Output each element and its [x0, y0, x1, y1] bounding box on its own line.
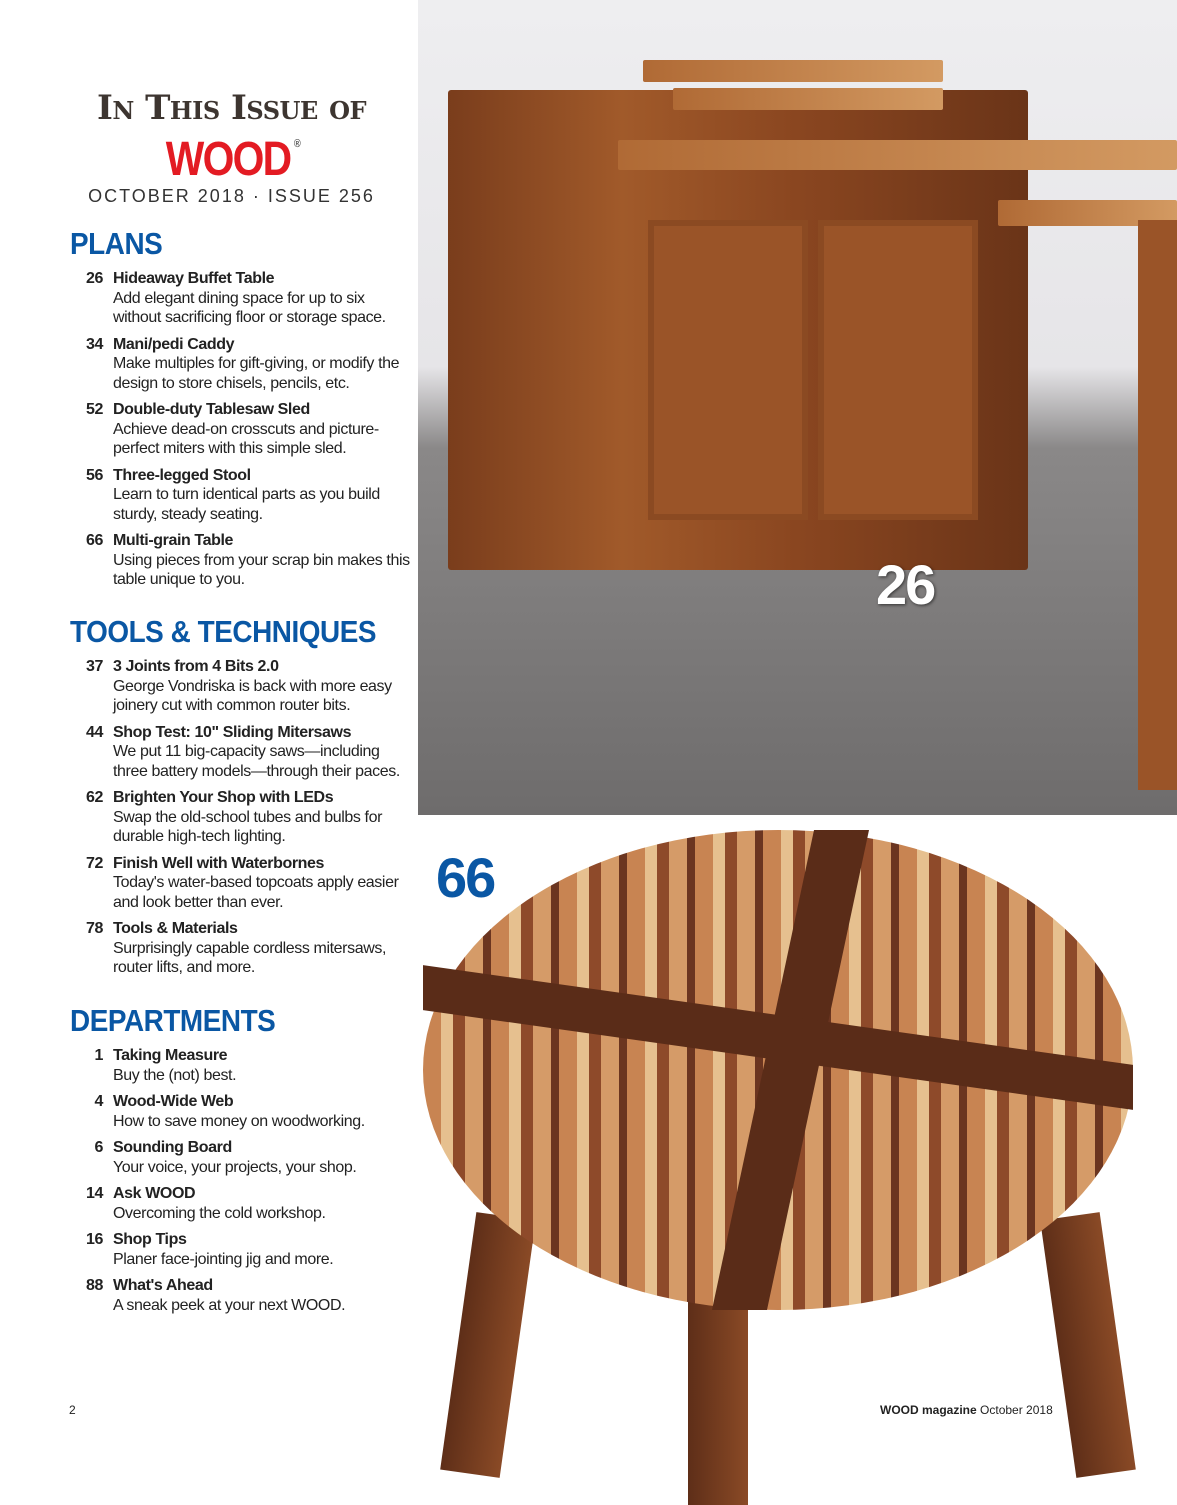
entry-page: 34	[86, 335, 103, 353]
section-heading: TOOLS & TECHNIQUES	[70, 614, 377, 649]
toc-entry	[70, 531, 410, 590]
entry-description: Learn to turn identical parts as you build sturdy, steady seating.	[113, 486, 380, 523]
table-of-contents	[0, 0, 418, 1475]
entry-title: Mani/pedi Caddy	[113, 335, 235, 353]
page-badge-26: 26	[876, 553, 935, 616]
entry-description: A sneak peek at your next WOOD.	[113, 1296, 346, 1314]
toc-entry	[70, 919, 410, 978]
kicker-title: In This Issue of	[96, 88, 367, 128]
entry-description: Buy the (not) best.	[113, 1066, 237, 1084]
table-leaf	[643, 60, 943, 82]
table-leg	[1040, 1212, 1136, 1478]
entry-title: Finish Well with Waterbornes	[113, 854, 325, 872]
entry-description: How to save money on woodworking.	[113, 1112, 365, 1130]
entry-page: 62	[86, 789, 103, 806]
toc-entry	[70, 657, 410, 716]
entry-page: 52	[86, 401, 103, 418]
entry-description: Achieve dead-on crosscuts and picture-perfect miters with this simple sled.	[113, 420, 379, 457]
entry-description: Overcoming the cold workshop.	[113, 1204, 326, 1222]
entry-title: Three-legged Stool	[113, 466, 251, 484]
entry-page: 56	[86, 466, 103, 484]
toc-entry	[70, 723, 410, 782]
entry-page: 1	[94, 1047, 103, 1064]
entry-page: 6	[94, 1139, 103, 1156]
table-leg	[1138, 220, 1177, 790]
cabinet-door	[648, 220, 808, 520]
entry-description: Your voice, your projects, your shop.	[113, 1158, 357, 1176]
toc-entry	[70, 788, 410, 847]
entry-page: 26	[86, 270, 103, 287]
entry-title: 3 Joints from 4 Bits 2.0	[113, 658, 279, 675]
toc-entry	[70, 1230, 410, 1269]
entry-page: 37	[86, 658, 103, 675]
page-badge-66: 66	[436, 846, 495, 909]
toc-entry	[70, 269, 410, 328]
entry-page: 66	[86, 532, 103, 549]
entry-description: Surprisingly capable cordless mitersaws, router lifts, and more.	[113, 939, 387, 976]
buffet-table-photo	[418, 0, 1177, 815]
entry-title: Brighten Your Shop with LEDs	[113, 789, 334, 806]
entry-page: 88	[86, 1277, 103, 1294]
section-heading: DEPARTMENTS	[70, 1003, 276, 1038]
entry-description: Today's water-based topcoats apply easier and look better than ever.	[113, 874, 399, 911]
entry-title: Shop Test: 10" Sliding Mitersaws	[113, 723, 352, 741]
entry-title: Shop Tips	[113, 1231, 187, 1248]
plans-section	[70, 226, 410, 590]
entry-title: Taking Measure	[113, 1047, 228, 1064]
table-leaf	[673, 88, 943, 110]
entry-page: 16	[86, 1231, 103, 1248]
entry-title: Double-duty Tablesaw Sled	[113, 401, 310, 418]
entry-title: What's Ahead	[113, 1277, 213, 1294]
entry-title: Tools & Materials	[113, 920, 238, 937]
entry-description: George Vondriska is back with more easy joinery cut with common router bits.	[113, 677, 392, 714]
cabinet-door	[818, 220, 978, 520]
toc-entry	[70, 466, 410, 525]
entry-description: We put 11 big-capacity saws—including three battery models—through their paces.	[113, 743, 400, 780]
toc-entry	[70, 1184, 410, 1223]
entry-title: Ask WOOD	[113, 1185, 196, 1202]
table-leg	[440, 1212, 536, 1478]
tools-section	[70, 614, 410, 978]
page-number: 2	[69, 1403, 76, 1417]
entry-title: Hideaway Buffet Table	[113, 270, 275, 287]
section-heading: PLANS	[70, 226, 163, 261]
entry-page: 72	[86, 854, 103, 872]
entry-page: 14	[86, 1185, 103, 1202]
footer-credit: WOOD magazine October 2018	[880, 1403, 1053, 1417]
entry-description: Using pieces from your scrap bin makes this table unique to you.	[113, 551, 410, 588]
toc-entry	[70, 400, 410, 459]
toc-entry	[70, 1046, 410, 1085]
entry-title: Sounding Board	[113, 1139, 232, 1156]
entry-description: Planer face-jointing jig and more.	[113, 1250, 334, 1268]
issue-line: OCTOBER 2018 · ISSUE 256	[88, 186, 375, 206]
wood-logo: WOOD ®	[165, 133, 301, 186]
entry-page: 78	[86, 920, 103, 937]
entry-description: Swap the old-school tubes and bulbs for durable high-tech lighting.	[113, 808, 383, 845]
toc-entry	[70, 854, 410, 913]
entry-description: Add elegant dining space for up to six without sacrificing floor or storage space.	[113, 289, 386, 326]
entry-title: Multi-grain Table	[113, 532, 234, 549]
toc-entry	[70, 1276, 410, 1315]
entry-description: Make multiples for gift-giving, or modify the design to store chisels, pencils, etc.	[113, 355, 400, 392]
toc-entry	[70, 335, 410, 394]
toc-entry	[70, 1092, 410, 1131]
departments-section	[70, 1003, 410, 1315]
multigrain-table-photo	[418, 815, 1177, 1475]
toc-entry	[70, 1138, 410, 1177]
entry-page: 4	[94, 1093, 103, 1110]
table-extension	[618, 140, 1177, 170]
entry-page: 44	[86, 723, 103, 741]
entry-title: Wood-Wide Web	[113, 1093, 234, 1110]
